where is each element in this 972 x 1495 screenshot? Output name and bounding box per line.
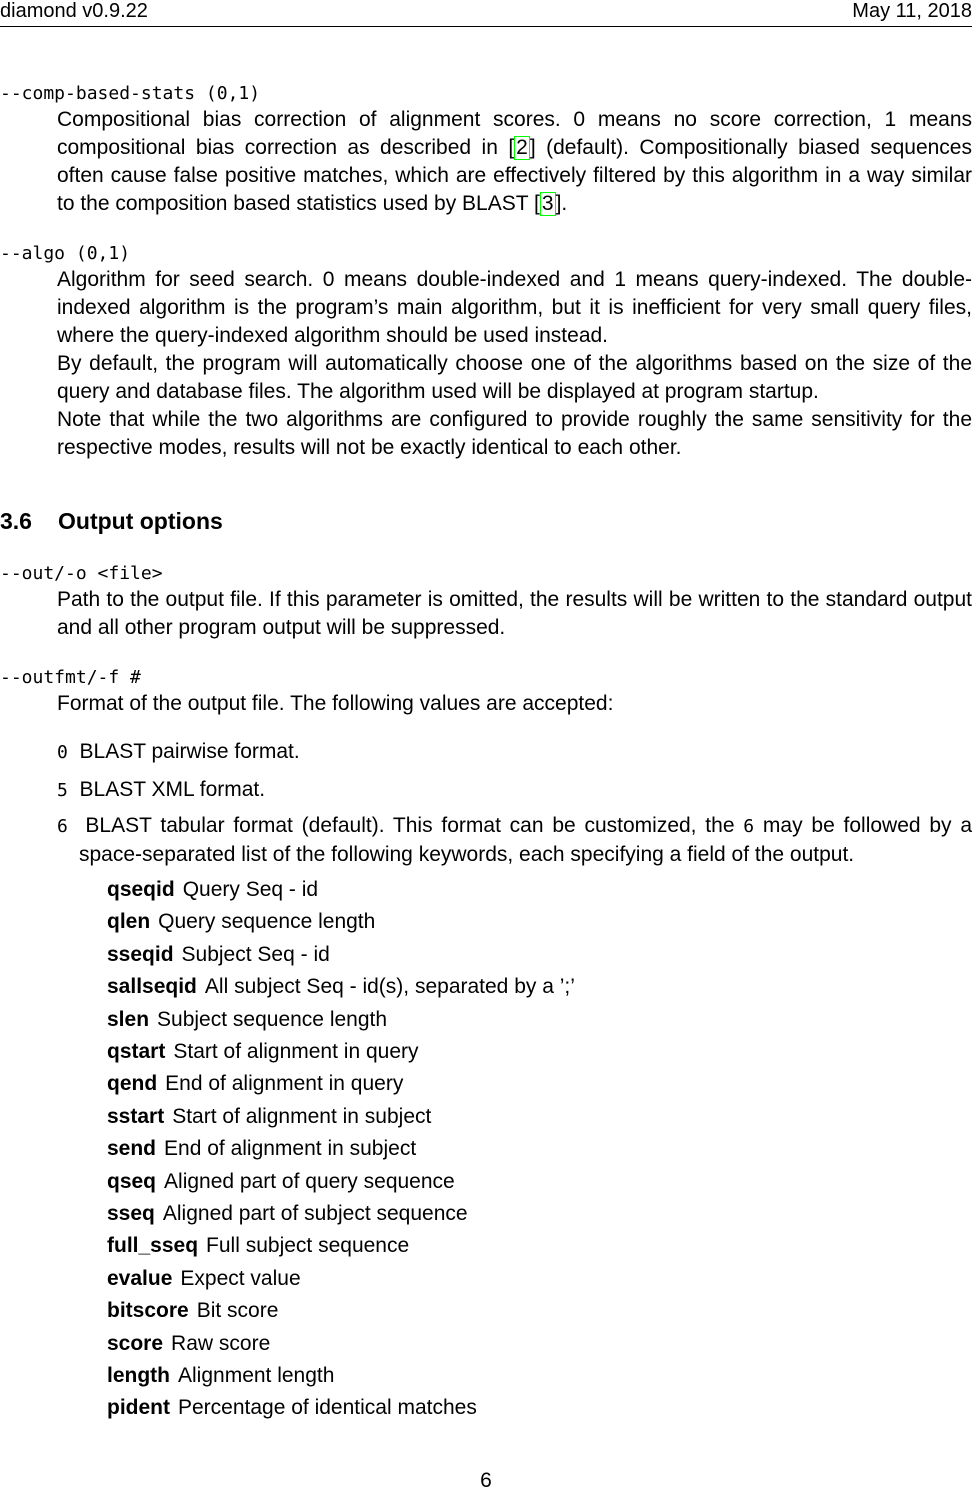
keyword-description: Expect value [180,1266,301,1290]
option-name: --comp-based-stats (0,1) [0,83,261,104]
keyword-name: sstart [107,1104,165,1128]
keyword-name: slen [107,1007,150,1031]
keyword-description: Query sequence length [158,910,376,934]
keyword-description: Aligned part of subject sequence [162,1202,468,1225]
keyword-description: Start of alignment in subject [172,1104,432,1128]
keyword-row [107,1168,455,1196]
keyword-name: qseqid [107,878,175,901]
keyword-row [107,1362,334,1390]
option-description: Compositional bias correction of alignment scores. 0 means no score correction, 1 means compositional bias correction as described in [2] (default). Compositionally biased sequences often cause false positive matches, which are effectively filtered by this algorithm in a way similar to the composition based statistics used by BLAST [3]. [57,108,972,215]
keyword-name: full_sseq [107,1234,199,1258]
citation-link-3[interactable]: 3 [541,192,554,215]
keyword-description: Start of alignment in query [173,1040,419,1063]
keyword-description: Subject Seq - id [181,942,330,966]
header-date: May 11, 2018 [852,0,972,22]
keyword-row [107,1394,477,1422]
page-number: 6 [480,1469,492,1492]
keyword-row [107,1330,270,1358]
keyword-name: qend [107,1072,158,1096]
section-title: Output options [58,508,223,534]
option-name: --algo (0,1) [0,243,131,264]
list-item: 0 BLAST pairwise format. [57,740,300,763]
keyword-description: Raw score [171,1331,271,1355]
option-out [0,562,972,642]
option-name: --outfmt/-f # [0,667,141,688]
keyword-row [107,1135,416,1163]
header-doc-title: diamond v0.9.22 [0,0,148,22]
paragraph: Algorithm for seed search. 0 means double-indexed and 1 means query-indexed. The double-indexed algorithm is the program’s main algorithm, but it is inefficient for very small query files, where the query-indexed algorithm should be used instead. [57,268,972,347]
keyword-row [107,1038,419,1066]
keyword-name: sseq [107,1202,155,1225]
keyword-name: evalue [107,1266,173,1290]
keyword-description: Full subject sequence [206,1234,410,1258]
section-heading [0,507,223,535]
option-description: Format of the output file. The following values are accepted: [57,692,614,715]
keyword-description: End of alignment in subject [164,1137,417,1161]
keyword-name: qseq [107,1169,157,1193]
keyword-row [107,973,575,1001]
keyword-row [107,908,375,936]
keyword-description: Aligned part of query sequence [164,1169,455,1193]
section-number: 3.6 [0,508,32,534]
option-name: --out/-o <file> [0,563,163,584]
format-code: 5 [57,780,68,801]
keyword-row [107,941,330,969]
option-description: Path to the output file. If this parameter is omitted, the results will be written to the standard output and all other program output will be suppressed. [57,588,972,639]
keyword-description: Bit score [196,1299,279,1323]
list-item: 5 BLAST XML format. [57,778,266,801]
keyword-name: sseqid [107,942,174,966]
keyword-description: All subject Seq - id(s), separated by a ’;’ [204,975,575,999]
keyword-description: End of alignment in query [165,1072,404,1096]
running-header [0,0,972,27]
keyword-row [107,1006,387,1034]
paragraph: Note that while the two algorithms are configured to provide roughly the same sensitivity for the respective modes, results will not be exactly identical to each other. [57,408,972,459]
keyword-row [107,1200,468,1228]
keyword-description: Query Seq - id [182,878,319,901]
option-algo [0,242,972,462]
format-code: 6 [57,816,68,837]
keyword-name: qstart [107,1040,166,1063]
keyword-row [107,1103,431,1131]
keyword-description: Alignment length [178,1364,335,1387]
option-comp-based-stats [0,82,972,218]
keyword-row [107,876,318,904]
option-description [57,266,972,462]
keyword-name: sallseqid [107,975,197,999]
keyword-row [107,1232,409,1260]
option-outfmt [0,666,972,718]
keyword-name: score [107,1331,164,1355]
keyword-row [107,1070,403,1098]
keyword-description: Subject sequence length [157,1007,388,1031]
citation-link-2[interactable]: 2 [516,136,528,159]
keyword-name: length [107,1364,170,1387]
list-item: 6 BLAST tabular format (default). This format can be customized, the 6 may be followed by a space-separated list of the following keywords, each specifying a field of the output. [57,814,972,866]
keyword-row [107,1265,301,1293]
keyword-row [107,1297,278,1325]
keyword-name: bitscore [107,1299,189,1323]
keyword-description: Percentage of identical matches [178,1396,477,1420]
keyword-name: qlen [107,910,151,934]
format-code: 0 [57,742,68,763]
keyword-name: pident [107,1396,170,1420]
keyword-name: send [107,1137,157,1161]
paragraph: By default, the program will automatically choose one of the algorithms based on the size of the query and database files. The algorithm used will be displayed at program startup. [57,352,972,403]
